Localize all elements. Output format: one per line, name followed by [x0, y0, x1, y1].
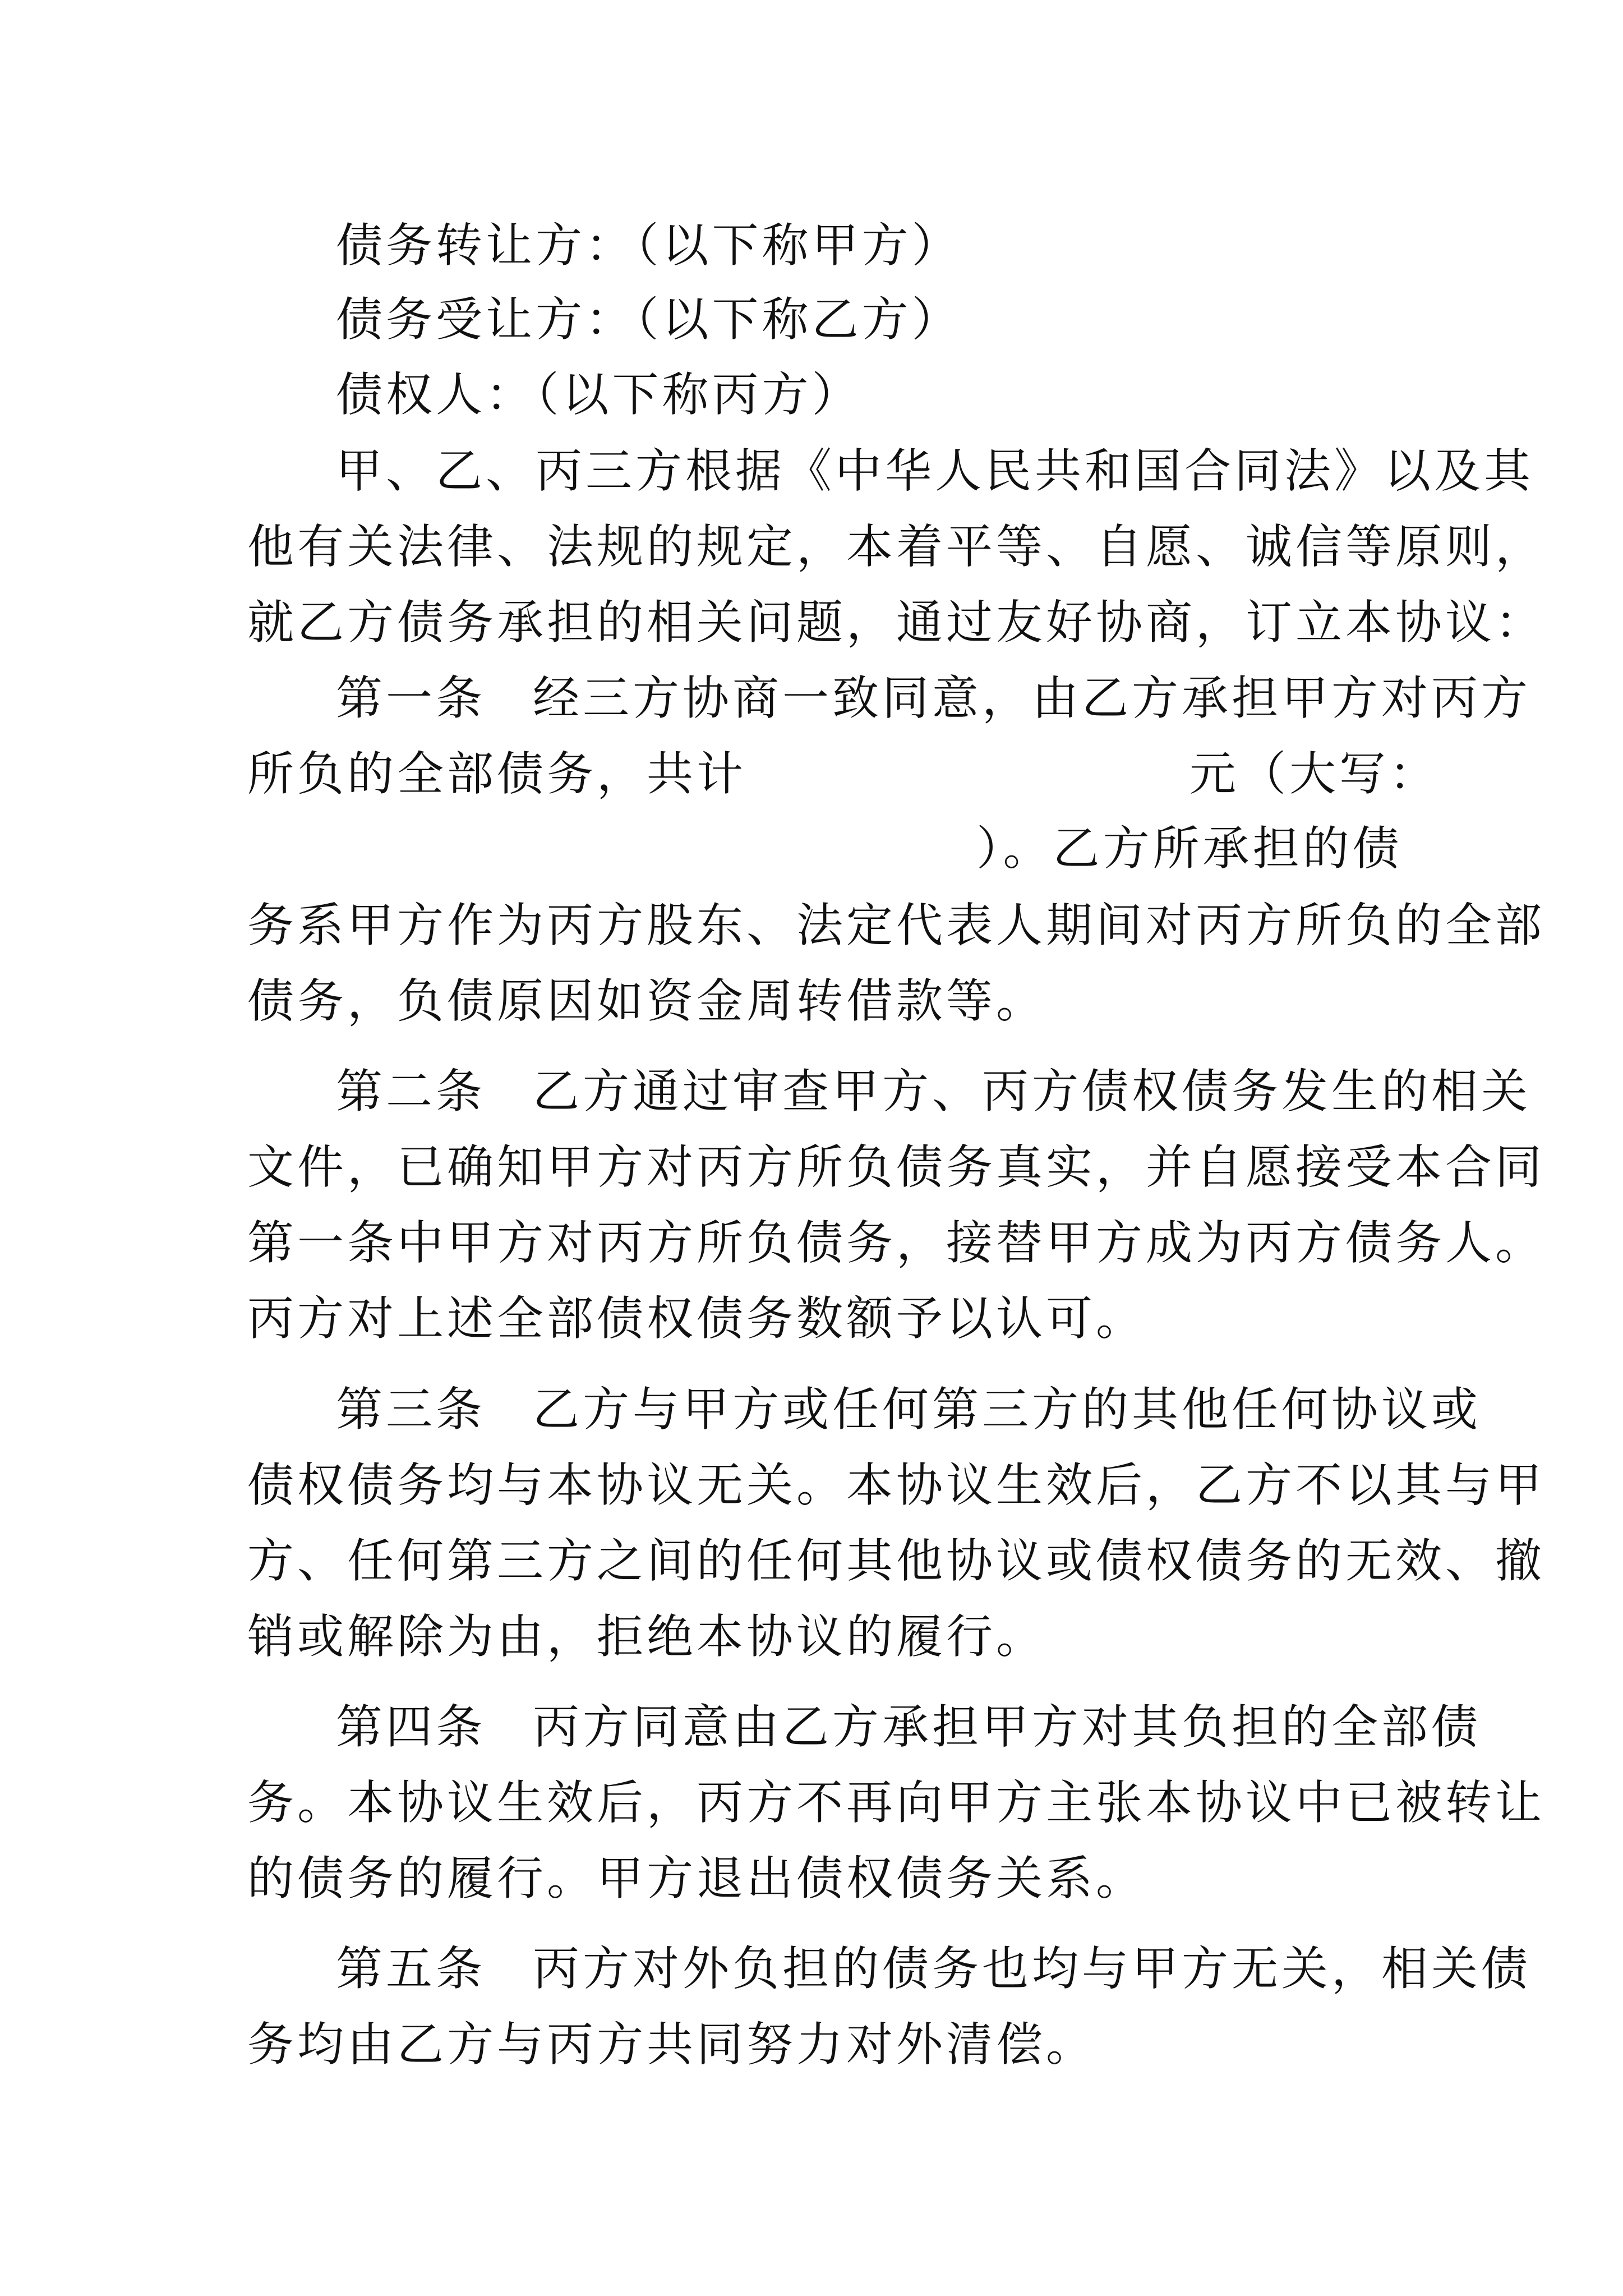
article-2-line-4: 丙方对上述全部债权债务数额予以认可。: [247, 1291, 1146, 1346]
article-5-text-1: 丙方对外负担的债务也均与甲方无关，相关债: [533, 1941, 1531, 1996]
article-2-text-1: 乙方通过审查甲方、丙方债权债务发生的相关: [533, 1064, 1531, 1119]
article-2-line-2: 文件，已确知甲方对丙方所负债务真实，并自愿接受本合同: [247, 1140, 1545, 1194]
article-1-line-3: [247, 809, 1403, 888]
article-3-line-3: 方、任何第三方之间的任何其他协议或债权债务的无效、撤: [247, 1534, 1545, 1588]
article-1-heading: 第一条: [336, 671, 486, 725]
article-2-line-1: [336, 1052, 1531, 1131]
article-3-text-1: 乙方与甲方或任何第三方的其他任何协议或: [533, 1382, 1481, 1437]
article-2-heading: 第二条: [336, 1064, 486, 1119]
party-creditor: 债权人：（以下称丙方）: [336, 367, 862, 422]
article-1-text-2b: 元（大写：: [1189, 747, 1439, 801]
article-3-line-4: 销或解除为由，拒绝本协议的履行。: [247, 1609, 1046, 1664]
article-1-text-2a: 所负的全部债务，共计: [247, 747, 746, 801]
article-1-text-1: 经三方协商一致同意，由乙方承担甲方对丙方: [533, 671, 1531, 725]
article-1-line-5: 债务，负债原因如资金周转借款等。: [247, 974, 1046, 1028]
article-4-text-1: 丙方同意由乙方承担甲方对其负担的全部债: [533, 1700, 1481, 1754]
article-4-line-2: 务。本协议生效后，丙方不再向甲方主张本协议中已被转让: [247, 1775, 1545, 1830]
article-5-line-2: 务均由乙方与丙方共同努力对外清偿。: [247, 2017, 1096, 2072]
article-1-line-2: [247, 735, 1439, 813]
article-5-heading: 第五条: [336, 1941, 486, 1996]
preamble-line-2: 他有关法律、法规的规定，本着平等、自愿、诚信等原则，: [247, 519, 1545, 574]
article-1-text-3: ）。乙方所承担的债: [976, 821, 1403, 876]
preamble-line-3: 就乙方债务承担的相关问题，通过友好协商，订立本协议：: [247, 595, 1545, 650]
article-4-line-1: [336, 1688, 1481, 1766]
article-5-line-1: [336, 1930, 1531, 2008]
article-3-heading: 第三条: [336, 1382, 486, 1437]
article-3-line-2: 债权债务均与本协议无关。本协议生效后，乙方不以其与甲: [247, 1458, 1545, 1512]
article-4-heading: 第四条: [336, 1700, 486, 1754]
article-4-line-3: 的债务的履行。甲方退出债权债务关系。: [247, 1851, 1146, 1906]
party-transferor: 债务转让方：（以下称甲方）: [336, 218, 962, 273]
article-1-line-1: [336, 659, 1531, 738]
party-transferee: 债务受让方：（以下称乙方）: [336, 292, 962, 347]
article-3-line-1: [336, 1370, 1481, 1449]
preamble-line-1: 甲、乙、丙三方根据《中华人民共和国合同法》以及其: [336, 444, 1534, 498]
article-1-line-4: 务系甲方作为丙方股东、法定代表人期间对丙方所负的全部: [247, 898, 1545, 953]
article-2-line-3: 第一条中甲方对丙方所负债务，接替甲方成为丙方债务人。: [247, 1216, 1545, 1270]
